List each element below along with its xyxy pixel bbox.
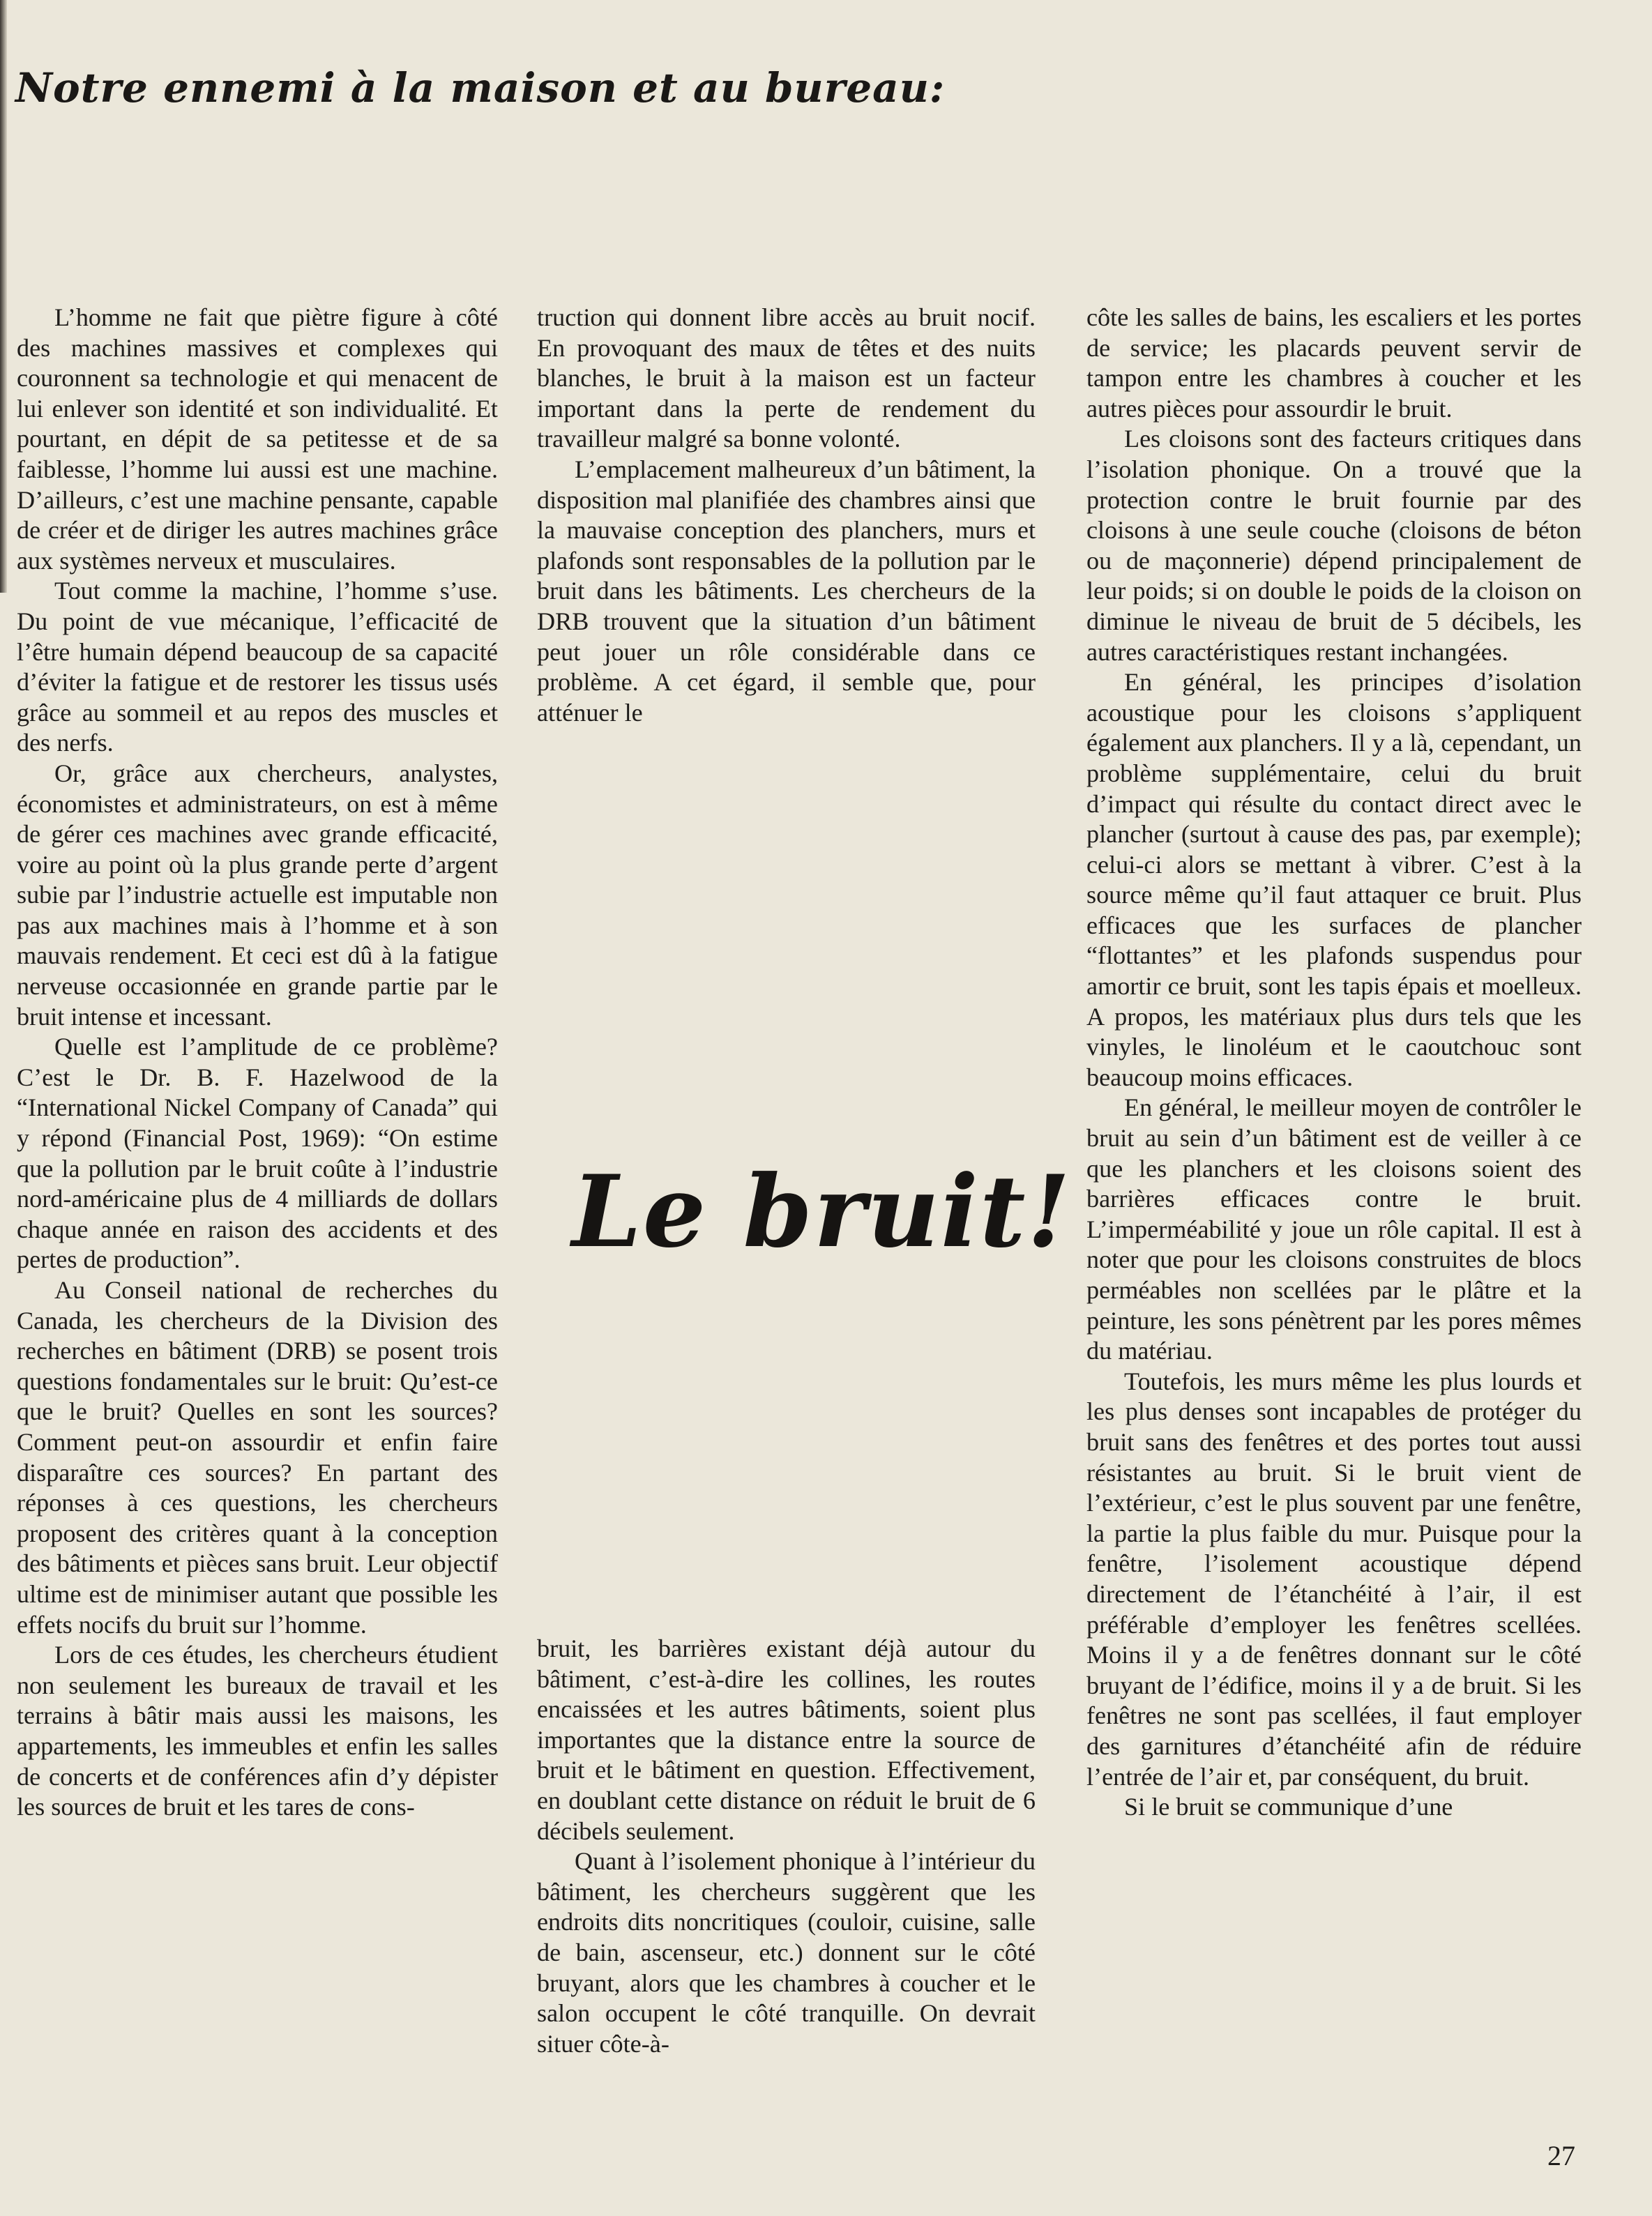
text-column-3 (1086, 303, 1582, 1823)
paragraph: truction qui donnent libre accès au bruit nocif. En provoquant des maux de têtes et des nuits blanches, le bruit à la maison est un facteur important dans la perte de rendement du travailleur malgré sa bonne volonté. (537, 303, 1036, 453)
paragraph: Lors de ces études, les chercheurs étudient non seulement les bureaux de travail et les terrains à bâtir mais aussi les maisons, les appartements, les immeubles et enfin les salles de concerts et de conférences afin d’y dépister les sources de bruit et les tares de cons- (17, 1641, 498, 1821)
paragraph: Or, grâce aux chercheurs, analystes, économistes et administrateurs, on est à même de gérer ces machines avec grande efficacité, voire au point où la plus grande perte d’argent subie par l’industrie actuelle est imputable non pas aux machines mais à l’homme et à son mauvais rendement. Et ceci est dû à la fatigue nerveuse occasionnée en grande partie par le bruit intense et incessant. (17, 759, 498, 1031)
paragraph: Les cloisons sont des facteurs critiques dans l’isolation phonique. On a trouvé que la protection contre le bruit fournie par des cloisons à une seule couche (cloisons de béton ou de maçonnerie) dépend principalement de leur poids; si on double le poids de la cloison on diminue le niveau de bruit de 5 décibels, les autres caractéristiques restant inchangées. (1086, 425, 1582, 666)
paragraph: En général, les principes d’isolation acoustique pour les cloisons s’appliquent également aux planchers. Il y a là, cependant, un problème supplémentaire, celui du bruit d’impact qui résulte du contact direct avec le plancher (surtout à cause des pas, par exemple); celui-ci alors se mettant à vibrer. C’est à la source même qu’il faut attaquer ce bruit. Plus efficaces que les surfaces de plancher “flottantes” et les plafonds suspendus pour amortir ce bruit, sont les tapis épais et moelleux. A propos, les matériaux plus durs tels que les vinyles, le linoléum et le caoutchouc sont beaucoup moins efficaces. (1086, 668, 1582, 1091)
article-headline: Notre ennemi à la maison et au bureau: (15, 64, 946, 112)
paragraph: L’emplacement malheureux d’un bâtiment, la disposition mal planifiée des chambres ainsi que la mauvaise conception des planchers, murs et plafonds sont responsables de la pollution par le bruit dans les bâtiments. Les chercheurs de la DRB trouvent que la situation d’un bâtiment peut jouer un rôle considérable dans ce problème. A cet égard, il semble que, pour atténuer le (537, 455, 1036, 727)
paragraph: Si le bruit se communique d’une (1124, 1793, 1453, 1821)
paragraph: bruit, les barrières existant déjà autour du bâtiment, c’est-à-dire les collines, les routes encaissées et les autres bâtiments, soient plus importantes que la distance entre la source de bruit et le bâtiment en question. Effectivement, en doublant cette distance on réduit le bruit de 6 décibels seulement. (537, 1634, 1036, 1845)
paragraph: Toutefois, les murs même les plus lourds et les plus denses sont incapables de protéger du bruit sans des fenêtres et des portes tout aussi résistantes au bruit. Si le bruit vient de l’extérieur, c’est le plus souvent par une fenêtre, la partie la plus faible du mur. Puisque pour la fenêtre, l’isolement acoustique dépend directement de l’étanchéité à l’air, il est préférable d’employer les fenêtres scellées. Moins il y a de fenêtres donnant sur le côté bruyant de l’édifice, moins il y a de bruit. Si les fenêtres ne sont pas scellées, il faut employer des garnitures d’étanchéité afin de réduire l’entrée de l’air et, par conséquent, du bruit. (1086, 1367, 1582, 1791)
paragraph: Au Conseil national de recherches du Canada, les chercheurs de la Division des recherches en bâtiment (DRB) se posent trois questions fondamentales sur le bruit: Qu’est-ce que le bruit? Quelles en sont les sources? Comment peut-on assourdir et enfin faire disparaître ces sources? En partant des réponses à ces questions, les chercheurs proposent des critères quant à la conception des bâtiments et pièces sans bruit. Leur objectif ultime est de minimiser autant que possible les effets nocifs du bruit sur l’homme. (17, 1276, 498, 1639)
page-binding-edge (0, 0, 7, 593)
page-number: 27 (1547, 2140, 1575, 2171)
text-column-2-bottom (537, 1634, 1036, 2059)
paragraph: L’homme ne fait que piètre figure à côté des machines massives et complexes qui couronnent sa technologie et qui menacent de lui enlever son identité et son individualité. Et pourtant, en dépit de sa petitesse et de sa faiblesse, l’homme lui aussi est une machine. D’ailleurs, c’est une machine pensante, capable de créer et de diriger les autres machines grâce aux systèmes nerveux et musculaires. (17, 303, 498, 575)
paragraph: Quelle est l’amplitude de ce problème? C’est le Dr. B. F. Hazelwood de la “International Nickel Company of Canada” qui y répond (Financial Post, 1969): “On estime que la pollution par le bruit coûte à l’industrie nord-américaine plus de 4 milliards de dollars chaque année en raison des accidents et des pertes de production”. (17, 1033, 498, 1274)
paragraph: Quant à l’isolement phonique à l’intérieur du bâtiment, les chercheurs suggèrent que les endroits dits noncritiques (couloir, cuisine, salle de bain, ascenseur, etc.) donnent sur le côté bruyant, alors que les chambres à coucher et le salon occupent le côté tranquille. On devrait situer côte-à- (537, 1847, 1036, 2058)
paragraph: En général, le meilleur moyen de contrôler le bruit au sein d’un bâtiment est de veiller à ce que les planchers et les cloisons soient des barrières efficaces contre le bruit. L’imperméabilité y joue un rôle capital. Il est à noter que pour les cloisons construites de blocs perméables non scellées par le plâtre et la peinture, les sons pénètrent par les pores mêmes du matériau. (1086, 1093, 1582, 1365)
text-column-1 (17, 303, 498, 1823)
paragraph: Tout comme la machine, l’homme s’use. Du point de vue mécanique, l’efficacité de l’être humain dépend beaucoup de sa capacité d’éviter la fatigue et de restorer les tissus usés grâce au sommeil et au repos des muscles et des nerfs. (17, 577, 498, 757)
paragraph: côte les salles de bains, les escaliers et les portes de service; les placards peuvent servir de tampon entre les chambres à coucher et les autres pièces pour assourdir le bruit. (1086, 303, 1582, 423)
text-column-2-top (537, 303, 1036, 728)
article-title: Le bruit! (572, 1154, 1072, 1270)
